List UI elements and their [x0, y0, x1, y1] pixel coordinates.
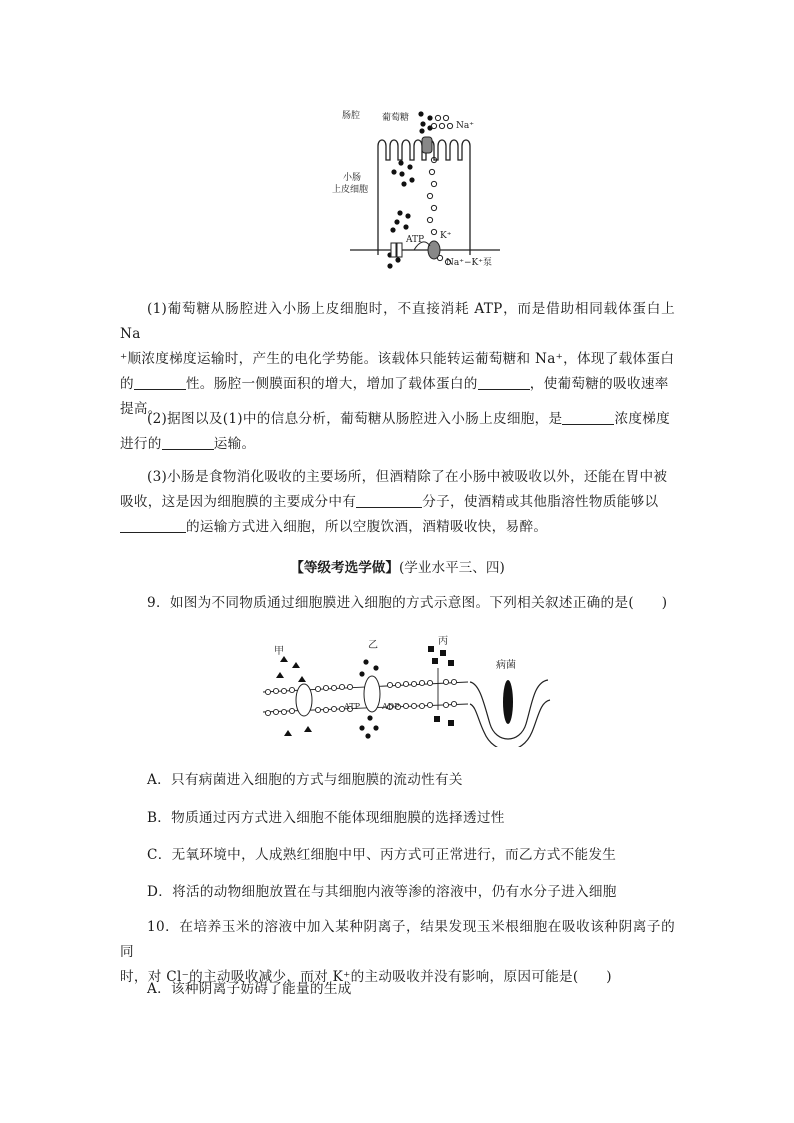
q9-option-c[interactable]: C．无氧环境中，人成熟红细胞中甲、丙方式可正常进行，而乙方式不能发生: [147, 847, 617, 863]
q8-part3: [120, 465, 675, 540]
q9-stem-text: 9．如图为不同物质通过细胞膜进入细胞的方式示意图。下列相关叙述正确的是( ): [147, 595, 668, 611]
q8-p2-a1: (2)据图以及(1)中的信息分析，葡萄糖从肠腔进入小肠上皮细胞，是: [147, 411, 563, 427]
bacteria-shape: [503, 680, 513, 724]
label-adp: ADP: [382, 702, 400, 711]
q8-p1-c1: 的: [120, 376, 134, 392]
q8-p3-a: (3)小肠是食物消化吸收的主要场所，但酒精除了在小肠中被吸收以外，还能在胃中被: [147, 469, 668, 485]
answer-blank[interactable]: [162, 435, 214, 450]
q8-p3-b1: 吸收，这是因为细胞膜的主要成分中有: [120, 494, 357, 510]
q8-p1-c2: 性。肠腔一侧膜面积的增大，增加了载体蛋白的: [185, 376, 478, 392]
label-bing: 丙: [438, 636, 448, 647]
q9-option-a[interactable]: A．只有病菌进入细胞的方式与细胞膜的流动性有关: [147, 772, 463, 788]
intestine-cell-figure: [330, 100, 520, 275]
q8-part1: [120, 297, 675, 422]
answer-blank[interactable]: [356, 493, 422, 508]
potassium-label: K⁺: [440, 231, 452, 241]
section-title: 【等级考选学做】: [290, 560, 399, 576]
glucose-channel: [391, 243, 396, 257]
q8-part2: [120, 407, 675, 457]
answer-blank[interactable]: [478, 375, 530, 390]
pump-label: Na⁺−K⁺泵: [446, 258, 493, 268]
label-bacteria: 病菌: [496, 660, 516, 671]
protein-jia: [296, 684, 312, 716]
section-subtitle: (学业水平三、四): [398, 560, 505, 576]
q8-p1-c3: ，使葡萄糖的吸收速率: [529, 376, 669, 392]
label-yi: 乙: [368, 640, 378, 651]
answer-blank[interactable]: [120, 518, 186, 533]
q8-p3-b2: 分子，使酒精或其他脂溶性物质能够以: [422, 494, 659, 510]
label-jia: 甲: [274, 646, 284, 657]
q8-p2-b2: 运输。: [213, 436, 256, 452]
q9-option-b[interactable]: B．物质通过丙方式进入细胞不能体现细胞膜的选择透过性: [147, 810, 505, 826]
cell-label-line1: 小肠: [343, 173, 362, 183]
q10-stem-a: 10．在培养玉米的溶液中加入某种阴离子，结果发现玉米根细胞在吸收该种阴离子的同: [120, 919, 675, 960]
sodium-potassium-pump: [428, 241, 440, 259]
protein-yi: [364, 676, 380, 712]
lumen-label: 肠腔: [342, 111, 361, 121]
q10-option-a[interactable]: A．该种阴离子妨碍了能量的生成: [147, 981, 352, 997]
label-atp: ATP: [344, 702, 361, 711]
cell-label-line2: 上皮细胞: [332, 185, 369, 195]
square-particles: [428, 646, 454, 726]
glucose-label: 葡萄糖: [382, 113, 410, 123]
answer-blank[interactable]: [134, 375, 186, 390]
q9-stem: [120, 591, 675, 616]
q8-p1-d: 提高。: [120, 401, 162, 417]
q8-p2-a2: 浓度梯度: [614, 411, 671, 427]
q8-p3-c: 的运输方式进入细胞，所以空腹饮酒，酒精吸收快，易醉。: [186, 519, 548, 535]
atp-label: ATP: [406, 235, 425, 245]
sodium-label: Na⁺: [456, 121, 474, 131]
q8-p2-b1: 进行的: [120, 436, 162, 452]
q10-stem-b: 时，对 Cl⁻的主动吸收减少，而对 K⁺的主动吸收并没有影响，原因可能是( ): [120, 969, 612, 985]
answer-blank[interactable]: [562, 410, 614, 425]
cotransporter-protein: [422, 137, 432, 153]
section-header: [120, 556, 675, 576]
q8-p1-b: ⁺顺浓度梯度运输时，产生的电化学势能。该载体只能转运葡萄糖和 Na⁺，体现了载体蛋白: [120, 351, 675, 367]
q8-p1-a: (1)葡萄糖从肠腔进入小肠上皮细胞时，不直接消耗 ATP，而是借助相同载体蛋白上 Na: [120, 301, 675, 342]
membrane-transport-figure: [258, 632, 558, 747]
q9-option-d[interactable]: D．将活的动物细胞放置在与其细胞内液等渗的溶液中，仍有水分子进入细胞: [147, 884, 617, 900]
